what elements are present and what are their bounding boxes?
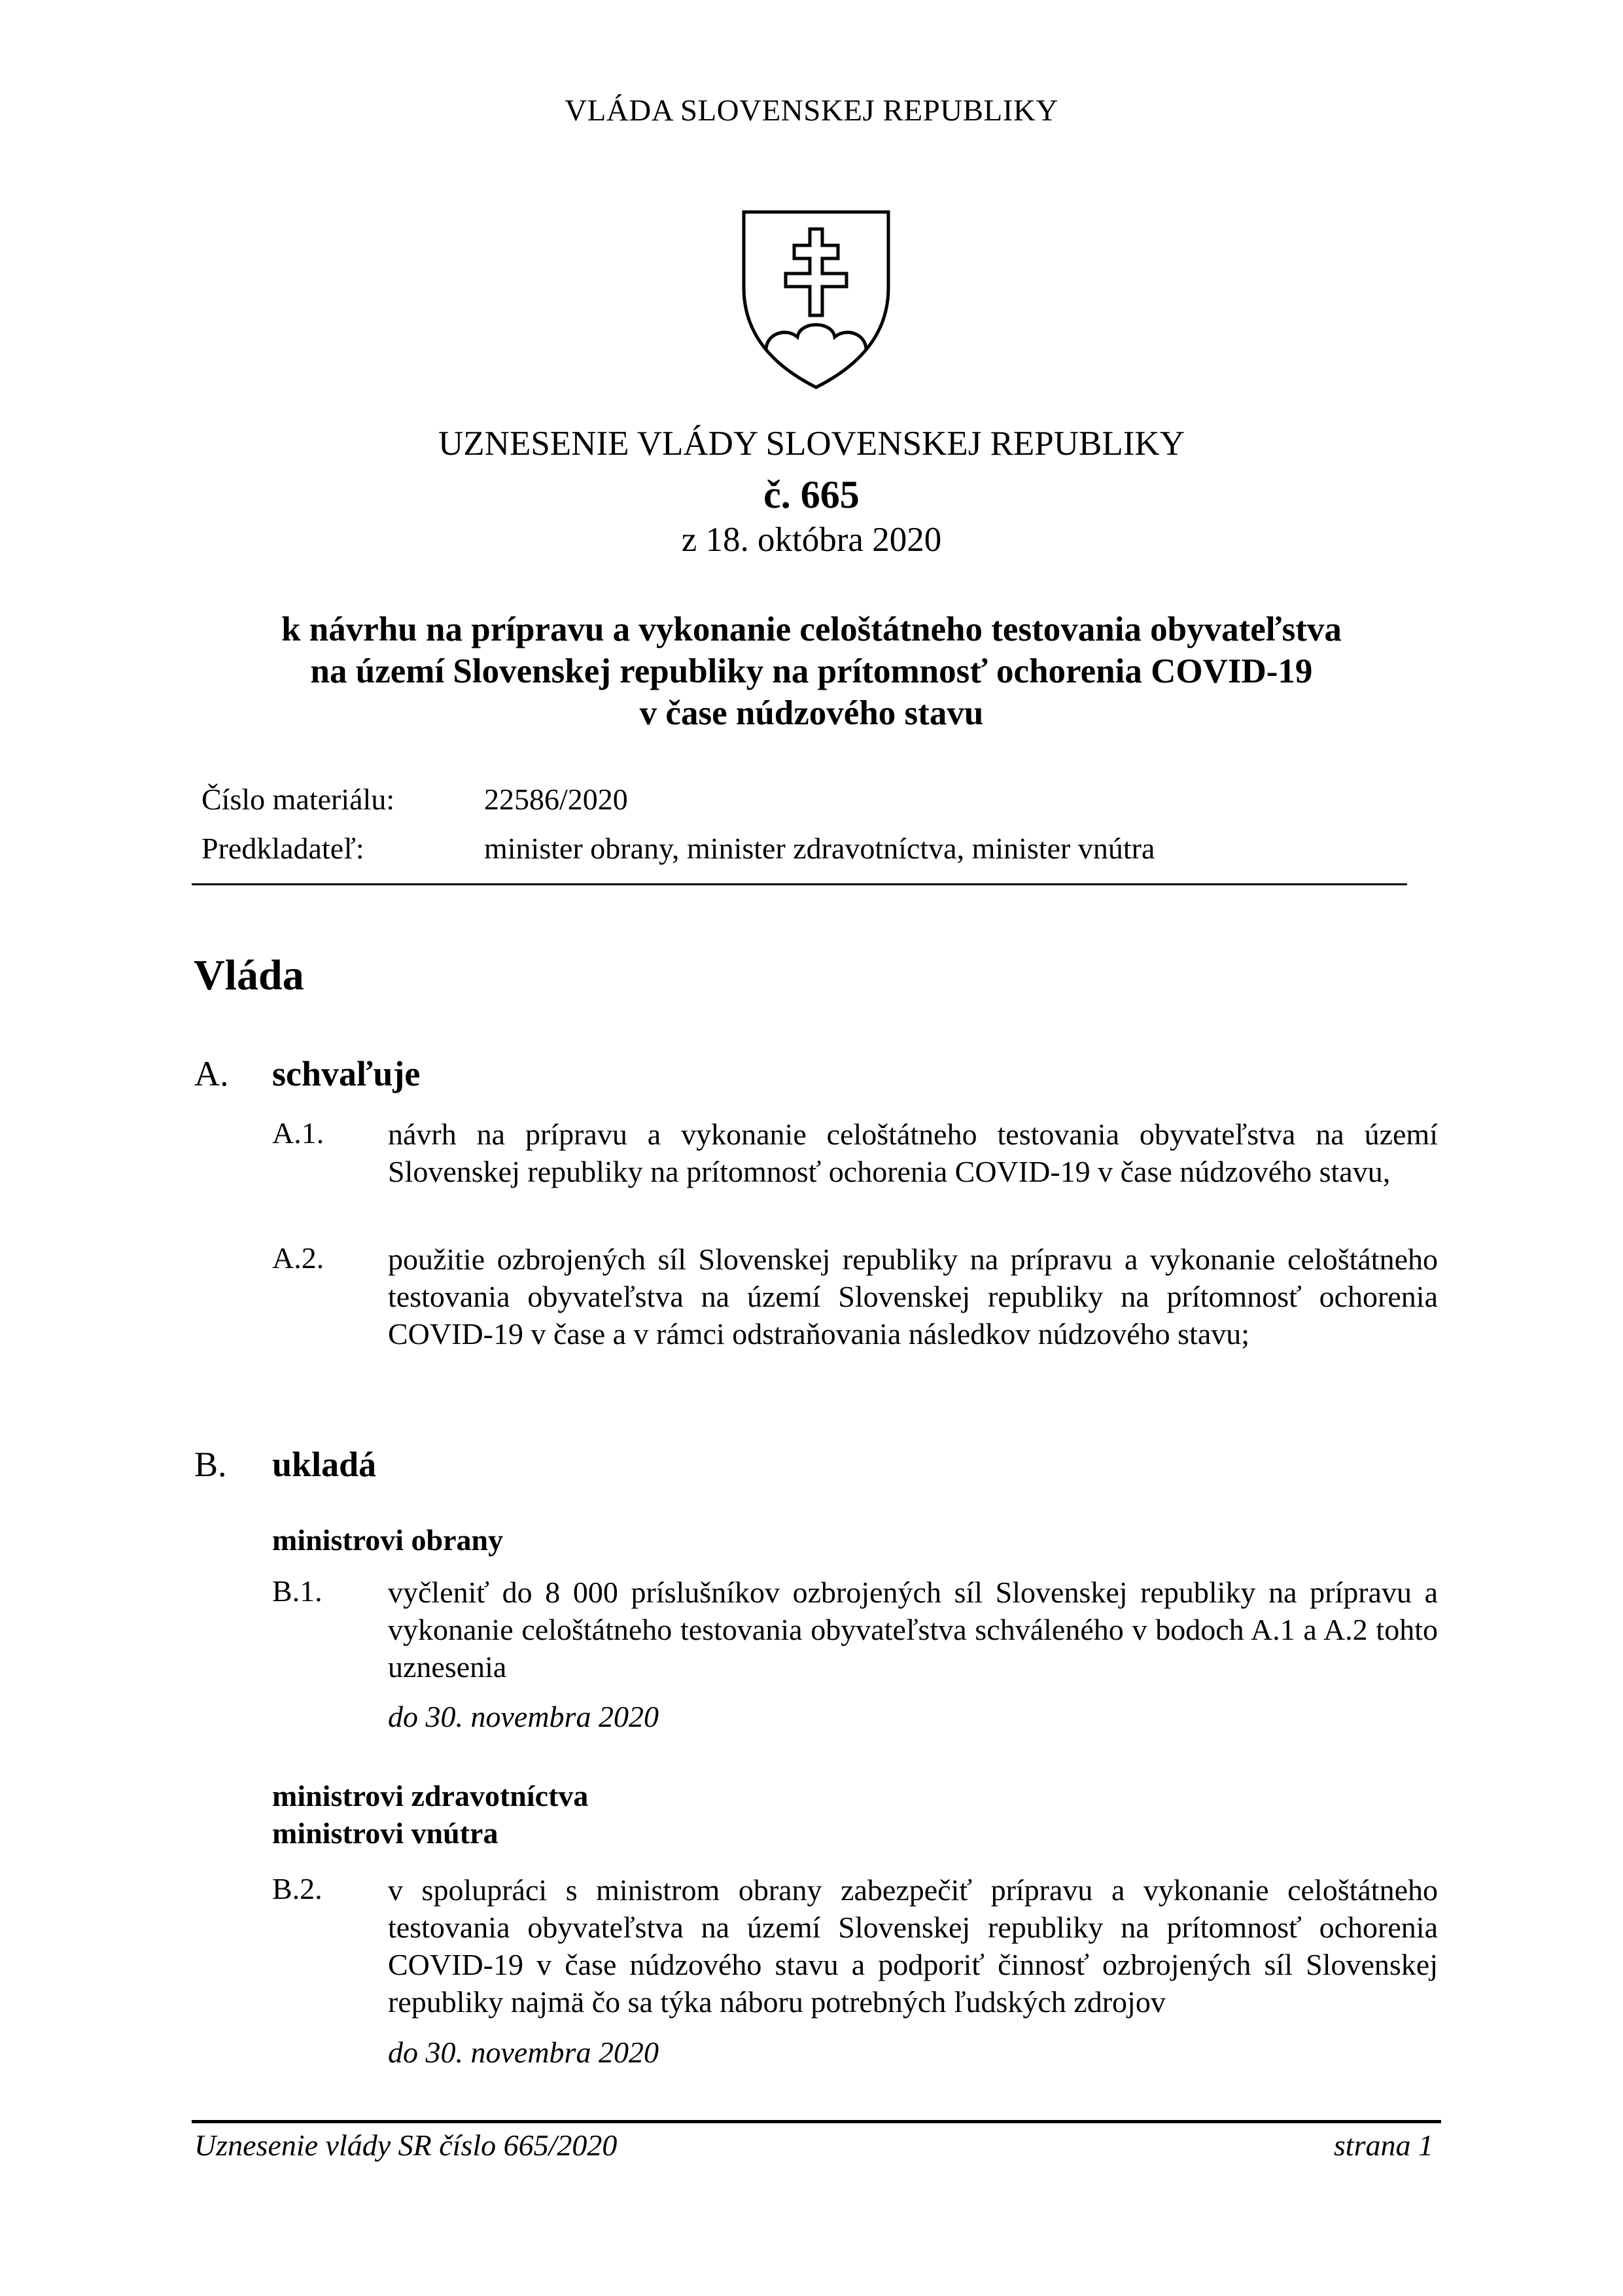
- triple-hill: [766, 325, 866, 350]
- section-a-letter: A.: [194, 1054, 229, 1093]
- item-number: A.2.: [272, 1241, 324, 1275]
- item-text: vyčleniť do 8 000 príslušníkov ozbrojených síl Slovenskej republiky na prípravu a vykonanie celoštátneho testovania obyvateľstva schváleného v bodoch A.1 a A.2 tohto uznesenia: [388, 1576, 1438, 1684]
- item-number: B.2.: [272, 1872, 323, 1905]
- recipient: ministrovi vnútra: [272, 1816, 498, 1850]
- section-b-letter: B.: [194, 1445, 227, 1484]
- recipient-heading: [272, 1521, 503, 1559]
- header-divider: [192, 883, 1407, 885]
- subject-line: k návrhu na prípravu a vykonanie celoštátneho testovania obyvateľstva: [281, 610, 1342, 648]
- item-text: použitie ozbrojených síl Slovenskej republiky na prípravu a vykonanie celoštátneho testovania obyvateľstva na území Slovenskej republiky na prítomnosť ochorenia COVID-19 v čase a v rámci odstraňovania následkov núdzového stavu;: [388, 1243, 1438, 1351]
- footer-divider: [192, 2120, 1441, 2123]
- item-deadline: do 30. novembra 2020: [388, 1700, 659, 1733]
- resolution-number: č. 665: [763, 473, 860, 516]
- item-deadline: do 30. novembra 2020: [388, 2036, 659, 2069]
- footer-page-number: strana 1: [1333, 2128, 1433, 2162]
- government-header: VLÁDA SLOVENSKEJ REPUBLIKY: [565, 94, 1058, 128]
- item-text: v spolupráci s ministrom obrany zabezpečiť prípravu a vykonanie celoštátneho testovania obyvateľstva na území Slovenskej republiky na prítomnosť ochorenia COVID-19 v čase núdzového stavu a podporiť činnosť ozbrojených síl Slovenskej republiky najmä čo sa týka náboru potrebných ľudských zdrojov: [388, 1873, 1438, 2019]
- shield-outline: [744, 212, 888, 387]
- section-b-title: ukladá: [272, 1445, 377, 1484]
- item-number: B.1.: [272, 1574, 323, 1608]
- footer-document-id: Uznesenie vlády SR číslo 665/2020: [194, 2128, 618, 2162]
- submitter-label: Predkladateľ:: [201, 832, 364, 865]
- material-number-value: 22586/2020: [484, 783, 628, 816]
- subject-line: v čase núdzového stavu: [639, 694, 984, 732]
- material-number-label: Číslo materiálu:: [201, 783, 395, 816]
- slovak-coat-of-arms-icon: [740, 209, 892, 391]
- section-a-title: schvaľuje: [272, 1054, 421, 1093]
- item-number: A.1.: [272, 1116, 324, 1150]
- recipient: ministrovi zdravotníctva: [272, 1779, 589, 1812]
- resolution-date: z 18. októbra 2020: [681, 521, 942, 559]
- recipient: ministrovi obrany: [272, 1523, 504, 1557]
- double-cross: [786, 229, 846, 315]
- item-text: návrh na prípravu a vykonanie celoštátneho testovania obyvateľstva na území Slovenskej republiky na prítomnosť ochorenia COVID-19 v čase núdzového stavu,: [388, 1118, 1438, 1188]
- resolution-subject: [0, 609, 1623, 734]
- resolution-title: UZNESENIE VLÁDY SLOVENSKEJ REPUBLIKY: [438, 425, 1185, 463]
- subject-line: na území Slovenskej republiky na prítomnosť ochorenia COVID-19: [310, 652, 1313, 690]
- submitter-value: minister obrany, minister zdravotníctva, minister vnútra: [484, 832, 1155, 865]
- body-heading: Vláda: [194, 951, 304, 999]
- recipient-heading: [272, 1777, 588, 1852]
